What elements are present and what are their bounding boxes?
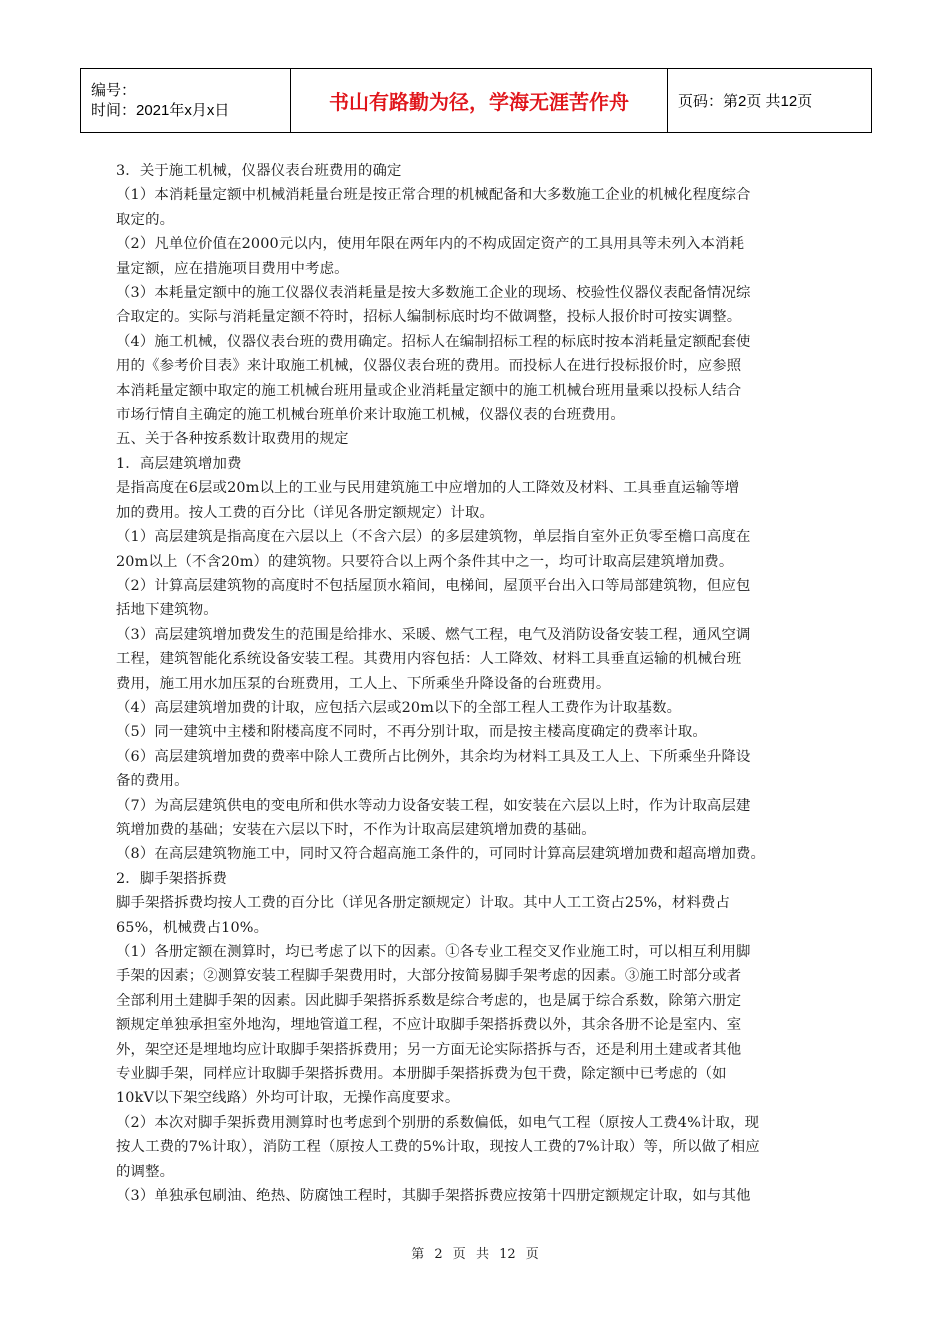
document-number: 编号： [91, 81, 137, 99]
text-line: （2）计算高层建筑物的高度时不包括屋顶水箱间，电梯间，屋顶平台出入口等局部建筑物，但应包 [116, 577, 751, 594]
footer-page-word: 页 [452, 1247, 466, 1262]
text-line: 本消耗量定额中取定的施工机械台班用量或企业消耗量定额中的施工机械台班用量乘以投标人结合 [116, 382, 742, 399]
text-line: 备的费用。 [116, 773, 189, 790]
text-line: 全部利用土建脚手架的因素。因此脚手架搭拆系数是综合考虑的，也是属于综合系数，除第六册定 [116, 992, 742, 1009]
text-line: 1．高层建筑增加费 [116, 455, 242, 472]
text-line: 是指高度在6层或20m以上的工业与民用建筑施工中应增加的人工降效及材料、工具垂直运输等增 [116, 480, 740, 497]
text-line: （7）为高层建筑供电的变电所和供水等动力设备安装工程，如安装在六层以上时，作为计取高层建 [116, 797, 751, 814]
footer-prefix: 第 [411, 1247, 425, 1262]
text-line: 取定的。 [116, 211, 175, 228]
text-line: （3）高层建筑增加费发生的范围是给排水、采暖、燃气工程，电气及消防设备安装工程，通风空调 [116, 626, 751, 643]
document-date: 时间：2021年x月x日 [91, 101, 230, 119]
text-line: 五、关于各种按系数计取费用的规定 [116, 431, 349, 448]
text-line: （1）高层建筑是指高度在六层以上（不含六层）的多层建筑物，单层指自室外正负零至檐口高度在 [116, 529, 751, 546]
text-line: 20m以上（不含20m）的建筑物。只要符合以上两个条件其中之一，均可计取高层建筑增加费。 [116, 553, 734, 570]
footer-total-pages: 12 [499, 1247, 516, 1262]
text-line: （1）各册定额在测算时，均已考虑了以下的因素。①各专业工程交叉作业施工时，可以相互利用脚 [116, 944, 751, 960]
text-line: （3）单独承包刷油、绝热、防腐蚀工程时，其脚手架搭拆费应按第十四册定额规定计取，如与其他 [116, 1188, 751, 1205]
footer-total-word: 共 [475, 1247, 489, 1262]
text-line: （4）高层建筑增加费的计取，应包括六层或20m以下的全部工程人工费作为计取基数。 [116, 699, 682, 716]
text-line: 加的费用。按人工费的百分比（详见各册定额规定）计取。 [116, 504, 495, 521]
text-line: 括地下建筑物。 [116, 602, 218, 619]
header-motto: 书山有路勤为径，学海无涯苦作舟 [291, 69, 668, 133]
text-line: （1）本消耗量定额中机械消耗量台班是按正常合理的机械配备和大多数施工企业的机械化程度综合 [116, 187, 751, 204]
footer-page-number: 2 [434, 1247, 443, 1262]
text-line: （8）在高层建筑物施工中，同时又符合超高施工条件的，可同时计算高层建筑增加费和超高增加费。 [116, 846, 766, 863]
text-line: （3）本耗量定额中的施工仪器仪表消耗量是按大多数施工企业的现场、校验性仪器仪表配备情况综 [116, 285, 751, 302]
text-line: 10kV以下架空线路）外均可计取，无操作高度要求。 [116, 1090, 460, 1107]
text-line: （5）同一建筑中主楼和附楼高度不同时，不再分别计取，而是按主楼高度确定的费率计取。 [116, 724, 707, 741]
text-line: 额规定单独承担室外地沟，埋地管道工程，不应计取脚手架搭拆费以外，其余各册不论是室内、室 [116, 1017, 742, 1034]
text-line: 外，架空还是埋地均应计取脚手架搭拆费用；另一方面无论实际搭拆与否，还是利用土建或者其他 [116, 1041, 742, 1058]
text-line: 筑增加费的基础；安装在六层以下时，不作为计取高层建筑增加费的基础。 [116, 821, 596, 838]
text-line: （4）施工机械，仪器仪表台班的费用确定。招标人在编制招标工程的标底时按本消耗量定额配套使 [116, 333, 751, 350]
text-line: 市场行情自主确定的施工机械台班单价来计取施工机械，仪器仪表的台班费用。 [116, 407, 625, 424]
text-line: 脚手架搭拆费均按人工费的百分比（详见各册定额规定）计取。其中人工工资占25%，材料费占 [116, 895, 731, 912]
header-meta-cell [81, 69, 291, 133]
text-line: 2．脚手架搭拆费 [116, 870, 228, 887]
text-line: 专业脚手架，同样应计取脚手架搭拆费用。本册脚手架搭拆费为包干费，除定额中已考虑的（如 [116, 1066, 727, 1083]
text-line: （6）高层建筑增加费的费率中除人工费所占比例外，其余均为材料工具及工人上、下所乘坐升降设 [116, 748, 751, 765]
text-line: 按人工费的7%计取），消防工程（原按人工费的5%计取，现按人工费的7%计取）等，所以做了相应 [116, 1139, 760, 1156]
text-line: 3．关于施工机械，仪器仪表台班费用的确定 [116, 163, 402, 179]
text-line: 手架的因素；②测算安装工程脚手架费用时，大部分按简易脚手架考虑的因素。③施工时部分或者 [116, 968, 742, 985]
header-page-info: 页码：第2页 共12页 [668, 69, 872, 133]
footer-suffix: 页 [525, 1247, 539, 1262]
text-line: （2）本次对脚手架拆费用测算时也考虑到个别册的系数偏低，如电气工程（原按人工费4%计取，现 [116, 1114, 760, 1131]
text-line: 65%，机械费占10%。 [116, 919, 269, 936]
text-line: 费用，施工用水加压泵的台班费用，工人上、下所乘坐升降设备的台班费用。 [116, 675, 611, 692]
text-line: （2）凡单位价值在2000元以内，使用年限在两年内的不构成固定资产的工具用具等未列入本消耗 [116, 236, 745, 253]
text-line: 用的《参考价目表》来计取施工机械，仪器仪表台班的费用。而投标人在进行投标报价时，应参照 [116, 358, 742, 375]
text-line: 的调整。 [116, 1163, 175, 1180]
text-line: 合取定的。实际与消耗量定额不符时，招标人编制标底时均不做调整，投标人报价时可按实调整。 [116, 309, 742, 326]
document-body [116, 159, 846, 1208]
page-footer [0, 1243, 950, 1262]
page-header [80, 68, 872, 133]
text-line: 工程，建筑智能化系统设备安装工程。其费用内容包括：人工降效、材料工具垂直运输的机械台班 [116, 651, 742, 668]
text-line: 量定额，应在措施项目费用中考虑。 [116, 260, 349, 277]
